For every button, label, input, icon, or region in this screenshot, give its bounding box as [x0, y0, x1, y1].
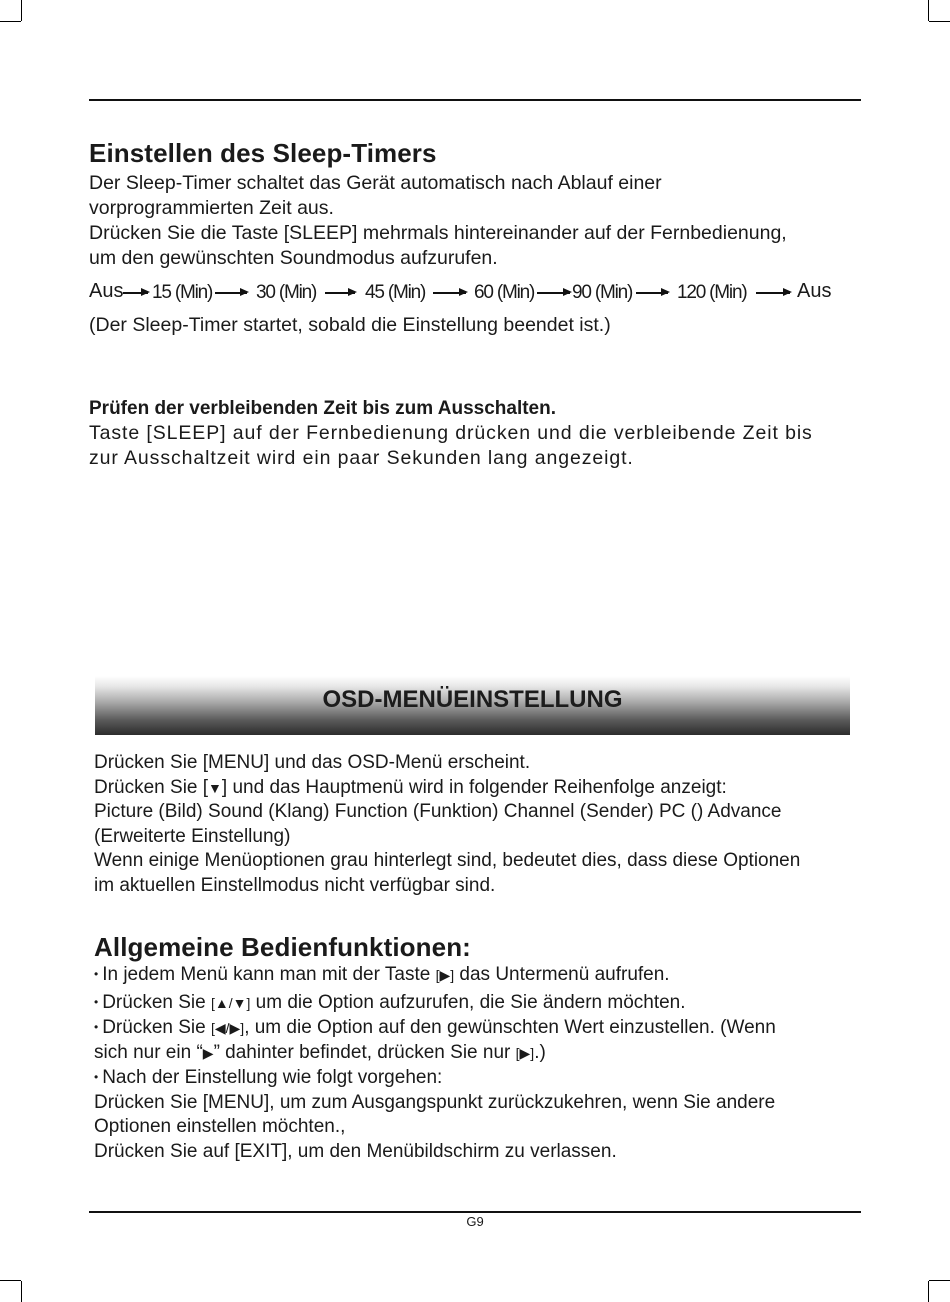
crop-mark-bottom-left: [21, 1281, 22, 1302]
text-line: Drücken Sie auf [EXIT], um den Menübildschirm zu verlassen.: [94, 1140, 617, 1162]
bullet: •: [94, 994, 99, 1009]
text-fragment: Drücken Sie: [102, 1017, 211, 1038]
right-arrow-icon: ▶: [202, 1044, 214, 1061]
text-fragment: In jedem Menü kann man mit der Taste: [102, 964, 436, 985]
up-down-arrow-key-icon: [▲/▼]: [210, 994, 251, 1011]
text-line: Optionen einstellen möchten.,: [94, 1116, 346, 1137]
general-functions-title: Allgemeine Bedienfunktionen:: [94, 932, 471, 962]
right-arrow-key-icon: [▶]: [435, 967, 455, 983]
text-fragment: das Untermenü aufrufen.: [454, 964, 670, 985]
crop-mark-top-right: [929, 21, 950, 22]
sleep-timer-note: (Der Sleep-Timer startet, sobald die Einstellung beendet ist.): [89, 314, 611, 336]
footer-rule: [89, 1211, 861, 1213]
bullet: •: [94, 967, 99, 981]
text-line: [94, 776, 874, 801]
arrow-right-icon: [325, 292, 355, 294]
text-line: Wenn einige Menüoptionen grau hinterlegt sind, bedeutet dies, dass diese Optionen: [94, 850, 801, 871]
list-item: [94, 962, 874, 988]
osd-description: [94, 751, 874, 898]
crop-mark-bottom-right: [928, 1281, 929, 1302]
text-fragment: Nach der Einstellung wie folgt vorgehen:: [102, 1067, 443, 1088]
text-fragment: , um die Option auf den gewünschten Wert einzustellen. (Wenn: [244, 1017, 776, 1038]
sleep-timer-sequence: [89, 280, 849, 306]
right-arrow-key-icon: [▶]: [515, 1044, 535, 1061]
sequence-step-30: 30 (Min): [256, 282, 317, 303]
osd-banner-title: OSD-MENÜEINSTELLUNG: [322, 686, 623, 713]
bullet: •: [94, 1020, 99, 1034]
arrow-right-icon: [756, 292, 790, 294]
text-line: Drücken Sie die Taste [SLEEP] mehrmals hintereinander auf der Fernbedienung,: [89, 222, 787, 244]
arrow-right-icon: [636, 292, 668, 294]
arrow-right-icon: [537, 292, 570, 294]
down-arrow-icon: ▼: [208, 779, 222, 796]
arrow-right-icon: [123, 292, 148, 294]
page-number: G9: [466, 1214, 484, 1229]
crop-mark-bottom-left: [0, 1280, 21, 1281]
sequence-step-60: 60 (Min): [474, 282, 535, 303]
text-fragment: ” dahinter befindet, drücken Sie nur: [213, 1041, 516, 1063]
text-line: um den gewünschten Soundmodus aufzurufen.: [89, 247, 498, 269]
text-fragment: Drücken Sie: [102, 991, 211, 1013]
sleep-timer-title: Einstellen des Sleep-Timers: [89, 138, 437, 168]
text-fragment: Drücken Sie [: [94, 776, 209, 798]
sequence-step-15: 15 (Min): [152, 282, 213, 303]
text-line: (Erweiterte Einstellung): [94, 825, 291, 847]
text-line: Der Sleep-Timer schaltet das Gerät automatisch nach Ablauf einer: [89, 172, 662, 194]
header-rule: [89, 99, 861, 101]
remaining-time-heading: Prüfen der verbleibenden Zeit bis zum Ausschalten.: [89, 398, 557, 419]
sequence-step-off-end: Aus: [797, 280, 832, 302]
sequence-step-90: 90 (Min): [572, 282, 633, 303]
text-fragment: ] und das Hauptmenü wird in folgender Reihenfolge anzeigt:: [221, 776, 727, 798]
arrow-right-icon: [433, 292, 466, 294]
general-functions-list: [94, 962, 874, 1164]
text-fragment: um die Option aufzurufen, die Sie ändern möchten.: [250, 991, 686, 1013]
text-fragment: sich nur ein “: [94, 1041, 203, 1063]
sequence-step-120: 120 (Min): [677, 282, 747, 303]
crop-mark-bottom-right: [929, 1280, 950, 1281]
sequence-step-off: Aus: [89, 280, 124, 302]
text-line: Picture (Bild) Sound (Klang) Function (Funktion) Channel (Sender) PC () Advance: [94, 801, 782, 822]
list-item: [94, 990, 874, 1016]
arrow-right-icon: [215, 292, 247, 294]
text-line: vorprogrammierten Zeit aus.: [89, 197, 334, 219]
text-line: [94, 1041, 874, 1066]
list-item: [94, 1015, 874, 1041]
text-line: Drücken Sie [MENU], um zum Ausgangspunkt zurückzukehren, wenn Sie andere: [94, 1091, 776, 1113]
osd-section-banner: [95, 676, 850, 735]
list-item: [94, 1065, 874, 1091]
crop-mark-top-left: [21, 0, 22, 21]
crop-mark-top-left: [0, 21, 21, 22]
sequence-step-45: 45 (Min): [365, 282, 426, 303]
left-right-arrow-key-icon: [◀/▶]: [210, 1020, 245, 1036]
text-fragment: .): [534, 1041, 546, 1063]
text-line: im aktuellen Einstellmodus nicht verfügbar sind.: [94, 874, 496, 896]
text-line: zur Ausschaltzeit wird ein paar Sekunden lang angezeigt.: [89, 447, 634, 469]
sleep-timer-description: [89, 171, 869, 271]
remaining-time-text: [89, 421, 813, 471]
bullet: •: [94, 1070, 99, 1084]
crop-mark-top-right: [928, 0, 929, 21]
text-line: Taste [SLEEP] auf der Fernbedienung drücken und die verbleibende Zeit bis: [89, 422, 813, 444]
text-line: Drücken Sie [MENU] und das OSD-Menü erscheint.: [94, 752, 531, 773]
